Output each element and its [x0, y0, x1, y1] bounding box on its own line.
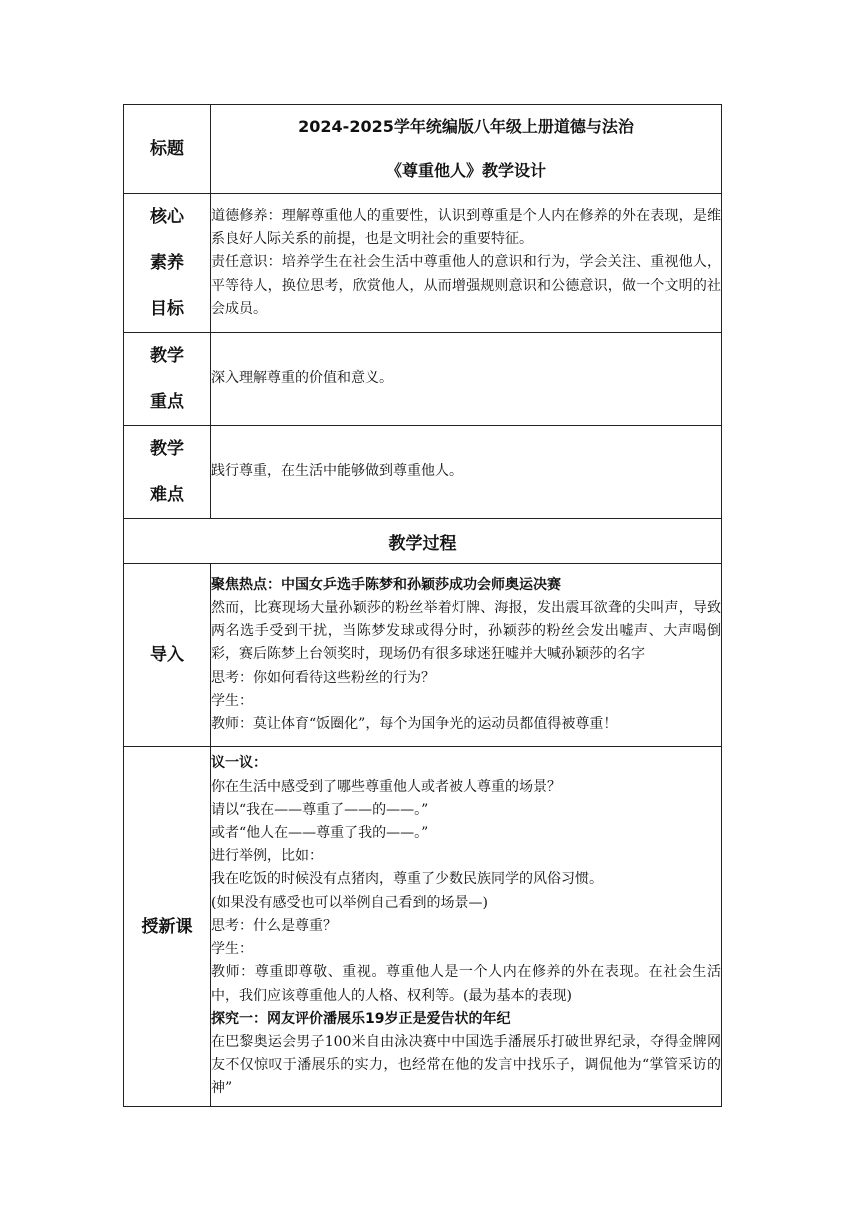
new-lesson-label: 授新课	[124, 747, 211, 1107]
process-heading: 教学过程	[124, 519, 722, 564]
key-point-content: 深入理解尊重的价值和意义。	[211, 333, 722, 426]
core-literacy-label: 核心 素养 目标	[124, 194, 211, 333]
title-row	[124, 105, 722, 194]
title-label: 标题	[124, 105, 211, 194]
responsibility-text: 责任意识：培养学生在社会生活中尊重他人的意识和行为，学会关注、重视他人，平等待人，换位思考，欣赏他人，从而增强规则意识和公德意识，做一个文明的社会成员。	[211, 254, 721, 317]
difficulty-row	[124, 426, 722, 519]
new-lesson-row	[124, 747, 722, 1107]
difficulty-label: 教学 难点	[124, 426, 211, 519]
document-title	[211, 105, 722, 194]
new-lesson-content: 议一议： 你在生活中感受到了哪些尊重他人或者被人尊重的场景？ 请以“我在——尊重了——的——。” 或者“他人在——尊重了我的——。” 进行举例，比如： 我在吃饭的时候没有点猪肉，尊重了少数民族同学的风俗习惯。 (如果没有感受也可以举例自己看到的场景—) 思考：什么是尊重？ 学生： 教师：尊重即尊敬、重视。尊重他人是一个人内在修养的外在表现。在社会生活中，我们应该尊重他人的人格、权利等。(最为基本的表现) 探究一：网友评价潘展乐19岁正是爱告状的年纪 在巴黎奥运会男子100米自由泳决赛中中国选手潘展乐打破世界纪录，夺得金牌网友不仅惊叹于潘展乐的实力，也经常在他的发言中找乐子，调侃他为“掌管采访的神”	[211, 747, 722, 1107]
difficulty-content: 践行尊重，在生活中能够做到尊重他人。	[211, 426, 722, 519]
intro-row	[124, 564, 722, 747]
intro-content: 聚焦热点：中国女乒选手陈梦和孙颖莎成功会师奥运决赛 然而，比赛现场大量孙颖莎的粉丝举着灯牌、海报，发出震耳欲聋的尖叫声，导致两名选手受到干扰，当陈梦发球或得分时，孙颖莎的粉丝会发出嘘声、大声喝倒彩，赛后陈梦上台领奖时，现场仍有很多球迷狂嘘并大喊孙颖莎的名字 思考：你如何看待这些粉丝的行为？ 学生： 教师：莫让体育“饭圈化”，每个为国争光的运动员都值得被尊重！	[211, 564, 722, 747]
hot-topic-heading: 聚焦热点：中国女乒选手陈梦和孙颖莎成功会师奥运决赛	[211, 576, 561, 593]
process-heading-row	[124, 519, 722, 564]
title-line-2: 《尊重他人》教学设计	[385, 161, 546, 180]
key-point-label: 教学 重点	[124, 333, 211, 426]
title-line-1: 2024-2025学年统编版八年级上册道德与法治	[298, 117, 634, 136]
core-literacy-content	[211, 194, 722, 333]
moral-cultivation-text: 道德修养：理解尊重他人的重要性，认识到尊重是个人内在修养的外在表现，是维系良好人际关系的前提，也是文明社会的重要特征。	[211, 207, 721, 248]
exploration-one-heading: 探究一：网友评价潘展乐19岁正是爱告状的年纪	[211, 1010, 511, 1027]
key-point-row	[124, 333, 722, 426]
core-literacy-row	[124, 194, 722, 333]
intro-label: 导入	[124, 564, 211, 747]
lesson-plan-table	[123, 104, 722, 1107]
discussion-heading: 议一议：	[211, 755, 267, 772]
